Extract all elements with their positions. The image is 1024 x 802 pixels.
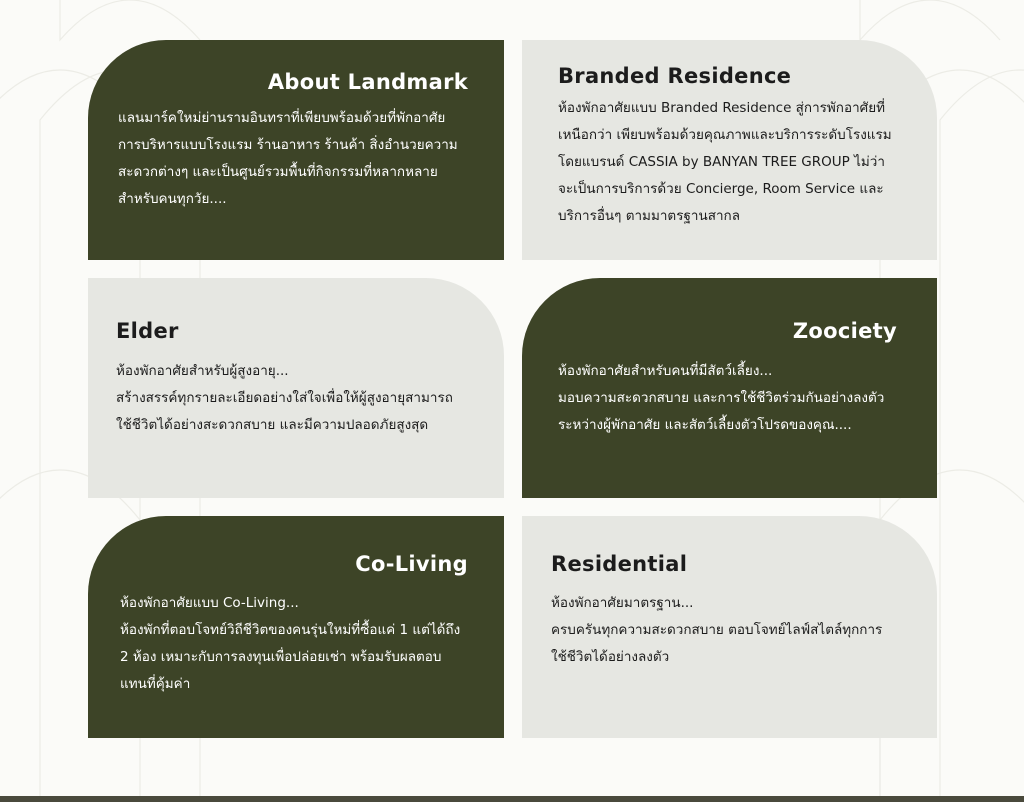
card-about-landmark	[88, 40, 504, 260]
card-description: ห้องพักอาศัยสำหรับคนที่มีสัตว์เลี้ยง... มอบความสะดวกสบาย และการใช้ชีวิตร่วมกันอย่างลงตัว ระหว่างผู้พักอาศัย และสัตว์เลี้ยงตัวโปรดของคุณ....	[558, 363, 885, 433]
card-title: Elder	[116, 319, 179, 343]
card-residential	[522, 516, 937, 738]
card-title: Co-Living	[355, 552, 468, 576]
card-title: Branded Residence	[558, 64, 792, 88]
card-description: ห้องพักอาศัยสำหรับผู้สูงอายุ... สร้างสรรค์ทุกรายละเอียดอย่างใส่ใจเพื่อให้ผู้สูงอายุสามารถ ใช้ชีวิตได้อย่างสะดวกสบาย และมีความปลอดภัยสูงสุด	[116, 363, 453, 433]
card-branded-residence	[522, 40, 937, 260]
card-description: ห้องพักอาศัยแบบ Branded Residence สู่การพักอาศัยที่ เหนือกว่า เพียบพร้อมด้วยคุณภาพและบริการระดับโรงแรม โดยแบรนด์ CASSIA by BANYAN TREE GROUP ไม่ว่า จะเป็นการบริการด้วย Concierge, Room Service และ บริการอื่นๆ ตามมาตรฐานสากล	[558, 100, 892, 224]
card-co-living	[88, 516, 504, 738]
card-description: ห้องพักอาศัยแบบ Co-Living... ห้องพักที่ตอบโจทย์วิถีชีวิตของคนรุ่นใหม่ที่ซื้อแค่ 1 แต่ได้ถึง 2 ห้อง เหมาะกับการลงทุนเพื่อปล่อยเช่า พร้อมรับผลตอบ แทนที่คุ้มค่า	[120, 595, 461, 692]
card-title: About Landmark	[267, 70, 468, 94]
card-elder	[88, 278, 504, 498]
card-description: ห้องพักอาศัยมาตรฐาน... ครบครันทุกความสะดวกสบาย ตอบโจทย์ไลฟ์สไตล์ทุกการ ใช้ชีวิตได้อย่างลงตัว	[551, 595, 883, 665]
card-title: Residential	[551, 552, 688, 576]
bottom-strip	[0, 796, 1024, 802]
card-zoociety	[522, 278, 937, 498]
card-title: Zoociety	[792, 319, 897, 343]
card-description: แลนมาร์คใหม่ย่านรามอินทราที่เพียบพร้อมด้วยที่พักอาศัย การบริหารแบบโรงแรม ร้านอาหาร ร้านค้า สิ่งอำนวยความ สะดวกต่างๆ และเป็นศูนย์รวมพื้นที่กิจกรรมที่หลากหลาย สำหรับคนทุกวัย....	[118, 110, 458, 207]
